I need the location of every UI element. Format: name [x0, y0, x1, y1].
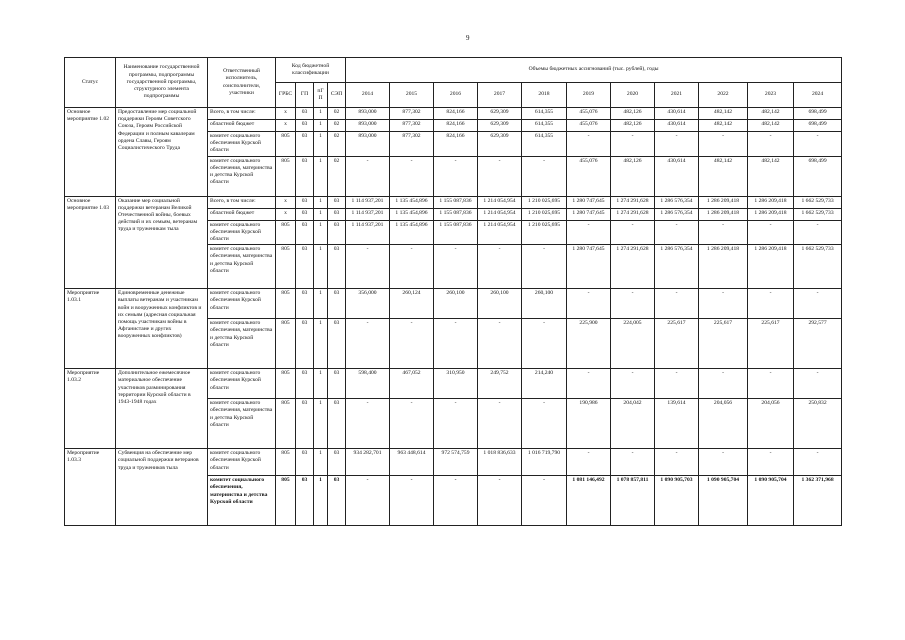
cell-amount: 482,126 [611, 156, 655, 196]
cell-amount: 1 280 747,645 [567, 245, 611, 289]
cell-amount: 1 135 454,896 [390, 196, 434, 208]
cell-amount: 1 155 087,836 [434, 220, 478, 245]
header-grbs: ГРБС [276, 83, 296, 108]
header-status: Статус [65, 58, 116, 108]
header-year: 2020 [611, 83, 655, 108]
header-year: 2014 [346, 83, 390, 108]
cell-amount: 1 286 576,354 [655, 196, 699, 208]
cell-amount: 204,056 [748, 399, 794, 449]
cell-amount: 1 210 025,695 [522, 196, 567, 208]
cell-amount: - [567, 132, 611, 157]
cell-executor: Всего, в том числе: [208, 108, 276, 120]
cell-budget-code: 1 [314, 245, 328, 289]
cell-budget-code: 1 [314, 399, 328, 449]
cell-budget-code: x [276, 196, 296, 208]
cell-amount: 1 286 209,418 [699, 245, 748, 289]
cell-budget-code: 02 [328, 132, 346, 157]
cell-amount: 1 214 054,954 [478, 196, 522, 208]
cell-amount: - [655, 449, 699, 476]
cell-budget-code: 805 [276, 289, 296, 319]
cell-amount: 1 114 937,201 [346, 208, 390, 220]
header-year: 2015 [390, 83, 434, 108]
budget-allocation-table [64, 57, 842, 526]
cell-budget-code: 03 [328, 208, 346, 220]
cell-amount: 614,355 [522, 108, 567, 120]
cell-executor: областной бюджет [208, 120, 276, 132]
cell-amount: - [522, 245, 567, 289]
cell-amount: 893,000 [346, 108, 390, 120]
cell-amount: 467,052 [390, 369, 434, 399]
cell-budget-code: 805 [276, 369, 296, 399]
table-body [65, 108, 842, 526]
cell-amount: - [346, 399, 390, 449]
cell-amount: - [699, 132, 748, 157]
cell-budget-code: 03 [296, 245, 314, 289]
cell-amount: 614,355 [522, 132, 567, 157]
cell-amount: 455,076 [567, 120, 611, 132]
cell-budget-code: 03 [296, 132, 314, 157]
cell-amount: - [794, 220, 842, 245]
cell-budget-code: 03 [328, 289, 346, 319]
cell-amount: - [390, 319, 434, 369]
cell-amount: 934 282,701 [346, 449, 390, 476]
cell-budget-code: 1 [314, 220, 328, 245]
cell-status: Мероприятие 1.03.1 [65, 289, 116, 369]
header-year: 2018 [522, 83, 567, 108]
cell-amount: - [478, 476, 522, 526]
cell-amount: 225,617 [748, 319, 794, 369]
cell-amount: 1 018 836,633 [478, 449, 522, 476]
cell-amount: - [522, 399, 567, 449]
cell-amount: - [434, 476, 478, 526]
cell-amount: 893,000 [346, 132, 390, 157]
cell-amount: - [346, 319, 390, 369]
cell-budget-code: 1 [314, 369, 328, 399]
cell-amount: 1 210 025,695 [522, 220, 567, 245]
header-year: 2016 [434, 83, 478, 108]
table-row [65, 449, 842, 476]
cell-amount: 204,056 [699, 399, 748, 449]
cell-amount: - [794, 449, 842, 476]
cell-amount: - [567, 289, 611, 319]
cell-amount: 1 078 857,811 [611, 476, 655, 526]
cell-budget-code: 1 [314, 132, 328, 157]
header-year: 2019 [567, 83, 611, 108]
cell-amount: 1 362 371,968 [794, 476, 842, 526]
header-year: 2023 [748, 83, 794, 108]
cell-amount: 310,950 [434, 369, 478, 399]
cell-amount: 1 286 209,418 [699, 196, 748, 208]
cell-program-name: Субвенция на обеспечение мер социальной поддержки ветеранов труда и тружеников тыла [116, 449, 208, 526]
cell-amount: 1 662 529,733 [794, 208, 842, 220]
cell-program-name: Единовременные денежные выплаты ветеранам и участникам войн и вооруженных конфликтов и их семьям (адресная социальная помощь участникам войны в Афганистане и других вооруженных конфликтов) [116, 289, 208, 369]
cell-budget-code: 805 [276, 319, 296, 369]
cell-budget-code: 03 [296, 399, 314, 449]
header-year: 2024 [794, 83, 842, 108]
cell-amount: - [611, 220, 655, 245]
cell-budget-code: 03 [328, 399, 346, 449]
cell-amount: 824,166 [434, 108, 478, 120]
cell-executor: областной бюджет [208, 208, 276, 220]
table-row [65, 289, 842, 319]
header-osm: СЭП [328, 83, 346, 108]
cell-amount: 204,042 [611, 399, 655, 449]
cell-executor: комитет социального обеспечения Курской области [208, 220, 276, 245]
cell-budget-code: 03 [328, 476, 346, 526]
cell-amount: - [478, 399, 522, 449]
cell-budget-code: 03 [328, 369, 346, 399]
cell-amount: - [567, 449, 611, 476]
cell-amount: - [567, 220, 611, 245]
cell-amount: 455,076 [567, 156, 611, 196]
cell-amount: - [655, 369, 699, 399]
cell-amount: - [390, 476, 434, 526]
cell-amount: 482,142 [699, 120, 748, 132]
cell-amount: 1 286 209,418 [699, 208, 748, 220]
cell-budget-code: 1 [314, 156, 328, 196]
cell-amount: - [434, 399, 478, 449]
cell-amount: - [748, 289, 794, 319]
cell-amount: 482,142 [699, 108, 748, 120]
cell-budget-code: 03 [296, 156, 314, 196]
cell-amount: 1 090 905,703 [655, 476, 699, 526]
cell-budget-code: 1 [314, 196, 328, 208]
cell-amount: - [390, 399, 434, 449]
cell-amount: - [567, 369, 611, 399]
cell-amount: 482,126 [611, 120, 655, 132]
cell-budget-code: 03 [328, 319, 346, 369]
cell-executor: комитет социального обеспечения, материнства и детства Курской области [208, 156, 276, 196]
cell-budget-code: 02 [328, 120, 346, 132]
cell-amount: 482,142 [748, 108, 794, 120]
cell-budget-code: 02 [328, 108, 346, 120]
cell-amount: 260,100 [434, 289, 478, 319]
cell-budget-code: 1 [314, 476, 328, 526]
table-row [65, 108, 842, 120]
cell-amount: 972 574,759 [434, 449, 478, 476]
cell-amount: 1 286 576,354 [655, 208, 699, 220]
cell-amount: 1 274 291,628 [611, 196, 655, 208]
cell-program-name: Дополнительное ежемесячное материальное обеспечение участников разминирования территории Курской области в 1943-1948 годах [116, 369, 208, 449]
cell-amount: 1 090 905,704 [699, 476, 748, 526]
cell-amount: 1 662 529,733 [794, 196, 842, 208]
cell-amount: 482,126 [611, 108, 655, 120]
cell-amount: - [522, 319, 567, 369]
cell-budget-code: 03 [328, 220, 346, 245]
cell-amount: 225,617 [655, 319, 699, 369]
cell-budget-code: 1 [314, 108, 328, 120]
cell-amount: 139,614 [655, 399, 699, 449]
cell-amount: 614,355 [522, 120, 567, 132]
header-name: Наименование государственной программы, подпрограммы государственной программы, структурного элемента подпрограммы [116, 58, 208, 108]
cell-amount: 877,302 [390, 120, 434, 132]
cell-amount: 1 135 454,896 [390, 220, 434, 245]
cell-amount: 629,309 [478, 132, 522, 157]
cell-amount: - [699, 449, 748, 476]
cell-status: Мероприятие 1.03.3 [65, 449, 116, 526]
cell-amount: - [794, 132, 842, 157]
cell-amount: - [655, 220, 699, 245]
cell-budget-code: 03 [328, 196, 346, 208]
cell-budget-code: 03 [296, 108, 314, 120]
cell-amount: 260,100 [522, 289, 567, 319]
cell-amount: - [655, 132, 699, 157]
cell-amount: - [611, 449, 655, 476]
cell-amount: - [434, 319, 478, 369]
cell-amount: - [655, 289, 699, 319]
cell-amount: 629,309 [478, 120, 522, 132]
cell-amount: 1 114 937,201 [346, 220, 390, 245]
cell-amount: - [522, 156, 567, 196]
cell-amount: - [794, 369, 842, 399]
cell-budget-code: 1 [314, 208, 328, 220]
cell-budget-code: 03 [296, 208, 314, 220]
cell-budget-code: x [276, 208, 296, 220]
cell-amount: - [699, 369, 748, 399]
cell-amount: 482,142 [748, 120, 794, 132]
cell-program-name: Предоставление мер социальной поддержки Героям Советского Союза, Героям Российской Федерации и полным кавалерам ордена Славы, Героям Социалистического Труда [116, 108, 208, 197]
cell-budget-code: 03 [296, 120, 314, 132]
cell-amount: 1 274 291,628 [611, 208, 655, 220]
cell-amount: 698,499 [794, 120, 842, 132]
page-number: 9 [466, 34, 470, 42]
cell-budget-code: 1 [314, 449, 328, 476]
cell-amount: 698,499 [794, 156, 842, 196]
cell-amount: - [611, 289, 655, 319]
cell-amount: - [748, 220, 794, 245]
cell-amount: 824,166 [434, 132, 478, 157]
cell-amount: 214,240 [522, 369, 567, 399]
cell-amount: 1 280 747,645 [567, 208, 611, 220]
cell-amount: 1 135 454,896 [390, 208, 434, 220]
cell-amount: 250,832 [794, 399, 842, 449]
cell-budget-code: 03 [296, 196, 314, 208]
cell-executor: комитет социального обеспечения Курской области [208, 449, 276, 476]
cell-amount: 1 016 719,790 [522, 449, 567, 476]
cell-amount: 824,166 [434, 120, 478, 132]
cell-amount: 1 274 291,628 [611, 245, 655, 289]
cell-amount: - [748, 132, 794, 157]
cell-executor: комитет социального обеспечения, материнства и детства Курской области [208, 399, 276, 449]
cell-amount: 190,986 [567, 399, 611, 449]
cell-budget-code: 805 [276, 399, 296, 449]
header-year: 2021 [655, 83, 699, 108]
cell-budget-code: 03 [296, 319, 314, 369]
table-row [65, 196, 842, 208]
header-year: 2022 [699, 83, 748, 108]
cell-amount: 1 214 054,954 [478, 208, 522, 220]
cell-amount: 877,302 [390, 108, 434, 120]
cell-budget-code: x [276, 120, 296, 132]
cell-amount: 1 286 209,418 [748, 245, 794, 289]
cell-amount: 356,000 [346, 289, 390, 319]
cell-budget-code: 02 [328, 156, 346, 196]
cell-amount: 224,005 [611, 319, 655, 369]
cell-amount: 1 286 209,418 [748, 208, 794, 220]
cell-executor: комитет социального обеспечения Курской области [208, 289, 276, 319]
cell-executor: Всего, в том числе: [208, 196, 276, 208]
cell-amount: 1 114 937,201 [346, 196, 390, 208]
header-executor: Ответственный исполнитель, соисполнители, участники [208, 58, 276, 108]
cell-amount: - [346, 245, 390, 289]
header-volumes-group: Объемы бюджетных ассигнований (тыс. рублей), годы [346, 58, 842, 83]
cell-budget-code: 805 [276, 245, 296, 289]
cell-amount: 598,400 [346, 369, 390, 399]
cell-amount: - [748, 449, 794, 476]
cell-amount: 482,142 [699, 156, 748, 196]
header-code-group: Код бюджетной классификации [276, 58, 346, 83]
cell-amount: 1 286 576,354 [655, 245, 699, 289]
cell-budget-code: 03 [296, 220, 314, 245]
cell-amount: 225,617 [699, 319, 748, 369]
cell-amount: 1 155 087,836 [434, 208, 478, 220]
cell-amount: 1 210 025,695 [522, 208, 567, 220]
cell-executor: комитет социального обеспечения Курской области [208, 132, 276, 157]
header-rz: ГП [296, 83, 314, 108]
cell-amount: - [390, 156, 434, 196]
cell-budget-code: x [276, 108, 296, 120]
cell-amount: - [346, 156, 390, 196]
cell-amount: 292,577 [794, 319, 842, 369]
cell-budget-code: 03 [328, 245, 346, 289]
cell-budget-code: 03 [296, 449, 314, 476]
cell-amount: - [478, 245, 522, 289]
cell-amount: 1 286 209,418 [748, 196, 794, 208]
cell-amount: 877,302 [390, 132, 434, 157]
cell-amount: - [434, 156, 478, 196]
cell-amount: 629,309 [478, 108, 522, 120]
cell-amount: 455,076 [567, 108, 611, 120]
header-year: 2017 [478, 83, 522, 108]
cell-budget-code: 805 [276, 132, 296, 157]
cell-amount: 260,100 [478, 289, 522, 319]
cell-amount: 1 090 905,704 [748, 476, 794, 526]
cell-budget-code: 1 [314, 319, 328, 369]
table-row [65, 369, 842, 399]
cell-amount: - [611, 369, 655, 399]
cell-budget-code: 805 [276, 220, 296, 245]
cell-amount: 1 155 087,836 [434, 196, 478, 208]
cell-amount: 698,499 [794, 108, 842, 120]
cell-amount: - [699, 220, 748, 245]
cell-amount: - [794, 289, 842, 319]
header-pgp: пГП [314, 83, 328, 108]
cell-executor: комитет социального обеспечения, материнства и детства Курской области [208, 245, 276, 289]
cell-amount: 430,614 [655, 108, 699, 120]
cell-amount: - [522, 476, 567, 526]
cell-amount: 482,142 [748, 156, 794, 196]
cell-budget-code: 03 [328, 449, 346, 476]
cell-status: Основное мероприятие 1.02 [65, 108, 116, 197]
cell-budget-code: 03 [296, 369, 314, 399]
cell-amount: 1 280 747,645 [567, 196, 611, 208]
cell-budget-code: 03 [296, 476, 314, 526]
cell-executor: комитет социального обеспечения, материнства и детства Курской области [208, 476, 276, 526]
cell-amount: - [748, 369, 794, 399]
cell-amount: - [478, 156, 522, 196]
cell-amount: 963 448,614 [390, 449, 434, 476]
cell-status: Основное мероприятие 1.03 [65, 196, 116, 289]
cell-budget-code: 03 [296, 289, 314, 319]
cell-amount: 1 081 146,492 [567, 476, 611, 526]
cell-amount: 430,614 [655, 156, 699, 196]
cell-amount: 260,124 [390, 289, 434, 319]
cell-executor: комитет социального обеспечения, материнства и детства Курской области [208, 319, 276, 369]
cell-budget-code: 805 [276, 449, 296, 476]
cell-amount: 1 214 054,954 [478, 220, 522, 245]
cell-budget-code: 1 [314, 120, 328, 132]
cell-amount: 1 662 529,733 [794, 245, 842, 289]
cell-amount: - [390, 245, 434, 289]
cell-amount: - [478, 319, 522, 369]
cell-amount: 430,614 [655, 120, 699, 132]
cell-amount: 225,900 [567, 319, 611, 369]
cell-status: Мероприятие 1.03.2 [65, 369, 116, 449]
cell-budget-code: 805 [276, 156, 296, 196]
cell-executor: комитет социального обеспечения Курской области [208, 369, 276, 399]
cell-amount: 249,752 [478, 369, 522, 399]
cell-budget-code: 805 [276, 476, 296, 526]
cell-amount: - [346, 476, 390, 526]
cell-amount: - [434, 245, 478, 289]
cell-amount: - [611, 132, 655, 157]
cell-amount: 893,000 [346, 120, 390, 132]
cell-amount: - [699, 289, 748, 319]
cell-program-name: Оказание мер социальной поддержки ветеранам Великой Отечественной войны, боевых действий и их семьям, ветеранам труда и труженикам тыла [116, 196, 208, 289]
cell-budget-code: 1 [314, 289, 328, 319]
